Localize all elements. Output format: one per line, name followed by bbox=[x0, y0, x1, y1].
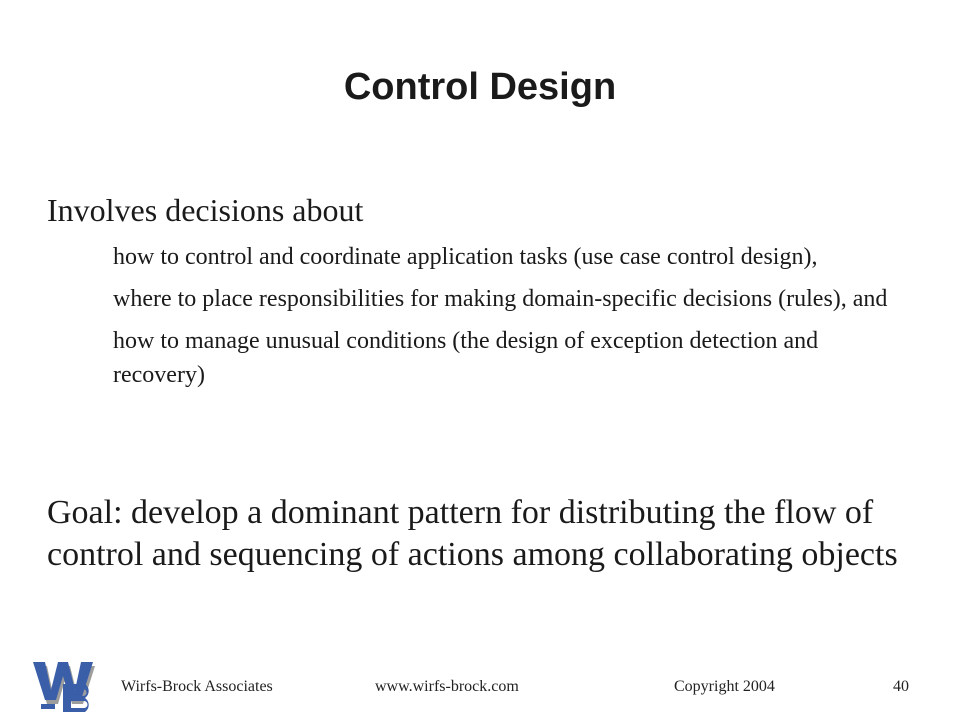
footer-copyright: Copyright 2004 bbox=[674, 678, 775, 695]
footer-url: www.wirfs-brock.com bbox=[375, 678, 519, 695]
footer-company: Wirfs-Brock Associates bbox=[121, 678, 273, 695]
slide-title: Control Design bbox=[343, 66, 617, 108]
wb-logo-icon bbox=[33, 660, 105, 716]
intro-text: Involves decisions about bbox=[47, 192, 364, 228]
goal-text: Goal: develop a dominant pattern for distributing the flow of control and sequencing of actions among collaborating objects bbox=[47, 494, 898, 573]
slide-footer bbox=[0, 640, 960, 720]
list-item: where to place responsibilities for making domain-specific decisions (rules), and bbox=[113, 286, 888, 312]
list-item: how to control and coordinate application tasks (use case control design), bbox=[113, 244, 818, 270]
decision-list bbox=[113, 240, 913, 400]
list-item: how to manage unusual conditions (the design of exception detection and recovery) bbox=[113, 328, 819, 388]
page-number: 40 bbox=[893, 678, 909, 695]
